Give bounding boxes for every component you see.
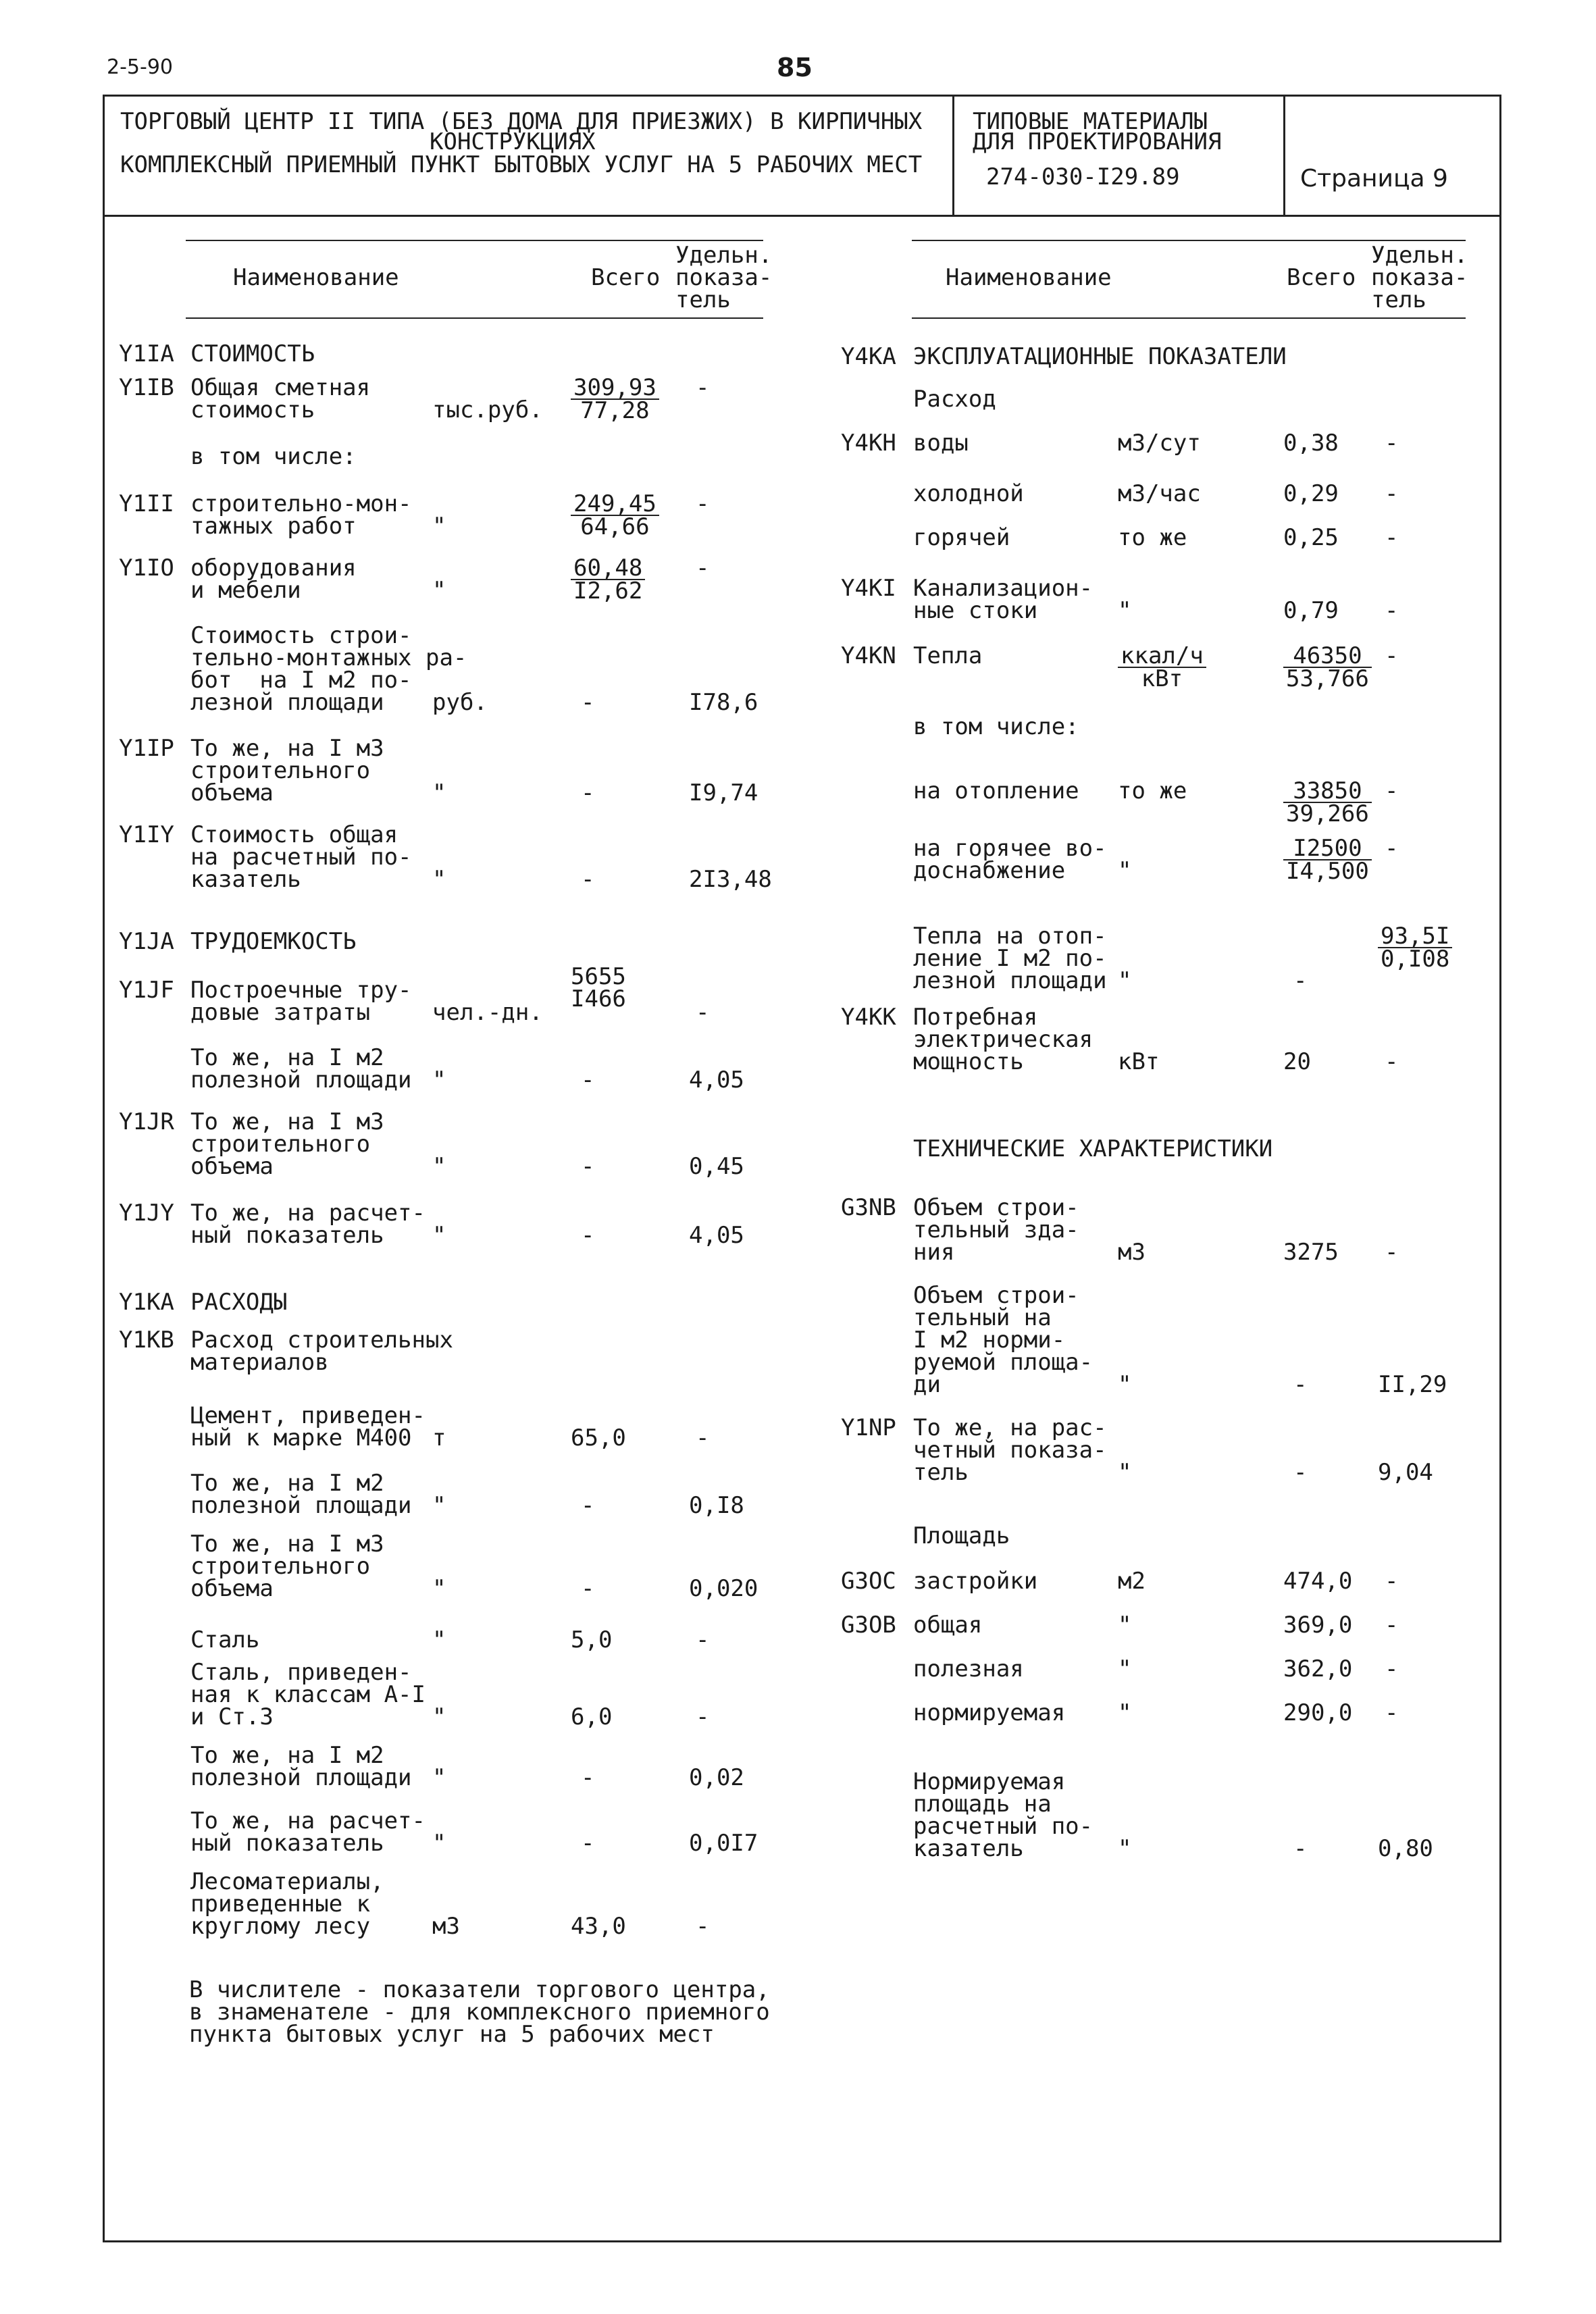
right-row-total: 0,29 xyxy=(1283,480,1339,507)
left-row-name-line: То же, на I м3 xyxy=(190,1531,384,1558)
right-row-specific: - xyxy=(1385,835,1399,862)
left-row-unit: " xyxy=(432,866,446,893)
left-row-specific: I78,6 xyxy=(689,689,758,716)
right-row-name-line: площадь на xyxy=(913,1791,1052,1818)
left-row-name-line: То же, на I м2 xyxy=(190,1742,384,1769)
left-row-specific: I9,74 xyxy=(689,779,758,806)
left-col-spec-3: тель xyxy=(675,286,731,313)
right-row-specific-fraction-numerator: 93,5I xyxy=(1378,925,1452,948)
left-row-specific: - xyxy=(696,1913,710,1940)
left-row-code: Y1JY xyxy=(119,1200,174,1227)
page-number: 85 xyxy=(777,53,813,82)
right-row-specific-fraction xyxy=(1378,925,1452,971)
right-row-total-fraction xyxy=(1283,777,1372,827)
right-row-name-line: в том числе: xyxy=(913,713,1079,740)
left-row-specific: - xyxy=(696,1703,710,1730)
right-row-unit-fraction-denominator: кВт xyxy=(1141,665,1183,692)
left-row-name-line: То же, на I м3 xyxy=(190,735,384,762)
left-row-name-line: приведенные к xyxy=(190,1891,371,1918)
right-row-name-line: ТЕХНИЧЕСКИЕ ХАРАКТЕРИСТИКИ xyxy=(913,1135,1273,1162)
right-row-name-line: Объем строи- xyxy=(913,1282,1079,1309)
right-row-name-line: лезной площади xyxy=(913,967,1107,994)
right-row-name-line: Тепла на отоп- xyxy=(913,923,1107,950)
right-row-name-line: на горячее во- xyxy=(913,835,1107,862)
left-row-name-line: и мебели xyxy=(190,577,301,604)
right-row-specific: 9,04 xyxy=(1378,1459,1433,1486)
series-line-1: ТИПОВЫЕ МАТЕРИАЛЫ xyxy=(973,108,1208,135)
left-row-name-line: ная к классам А-I xyxy=(190,1681,426,1708)
right-row-total-fraction-numerator: I2500 xyxy=(1283,838,1372,860)
left-row-total: - xyxy=(581,1764,595,1791)
left-row-total-fraction-denominator: 77,28 xyxy=(580,397,650,424)
right-row-specific: - xyxy=(1385,1048,1399,1075)
left-row-name-line: РАСХОДЫ xyxy=(190,1289,288,1316)
right-row-total-fraction-numerator: 33850 xyxy=(1283,780,1372,803)
right-row-name-line: Объем строи- xyxy=(913,1194,1079,1221)
left-row-name-line: стоимость xyxy=(190,396,315,423)
series-line-2: ДЛЯ ПРОЕКТИРОВАНИЯ xyxy=(973,128,1222,155)
left-row-code: Y1II xyxy=(119,490,174,517)
right-row-name-line: Канализацион- xyxy=(913,575,1093,602)
right-row-name-line: мощность xyxy=(913,1048,1024,1075)
header-divider xyxy=(103,215,1501,217)
left-row-name-line: тажных работ xyxy=(190,513,357,540)
left-row-name-line: Сталь, приведен- xyxy=(190,1659,412,1686)
right-row-specific: - xyxy=(1385,480,1399,507)
left-row-name-line: Расход строительных xyxy=(190,1327,453,1354)
right-col-total: Всего xyxy=(1287,264,1356,291)
right-row-total: - xyxy=(1293,967,1308,994)
left-row-unit: " xyxy=(432,1066,446,1094)
right-row-code: Y4KI xyxy=(841,575,896,602)
left-row-name-line: СТОИМОСТЬ xyxy=(190,340,315,367)
title-line-3: КОМПЛЕКСНЫЙ ПРИЕМНЫЙ ПУНКТ БЫТОВЫХ УСЛУГ НА 5 РАБОЧИХ МЕСТ xyxy=(120,151,923,178)
left-row-specific: - xyxy=(696,1424,710,1451)
right-col-name: Наименование xyxy=(946,264,1112,291)
left-row-code: Y1JA xyxy=(119,928,174,955)
left-row-total: 43,0 xyxy=(571,1913,626,1940)
left-col-spec-1: Удельн. xyxy=(675,242,773,269)
left-row-code: Y1KA xyxy=(119,1289,174,1316)
left-row-name-line: объема xyxy=(190,1153,274,1180)
left-row-unit: " xyxy=(432,1222,446,1249)
title-line-2: КОНСТРУКЦИЯХ xyxy=(430,128,596,155)
left-row-specific: - xyxy=(696,374,710,401)
left-row-name-line: То же, на I м2 xyxy=(190,1044,384,1071)
left-row-total: - xyxy=(581,1492,595,1519)
right-row-specific: - xyxy=(1385,777,1399,804)
left-row-name-line: Стоимость строи- xyxy=(190,622,412,649)
right-row-name-line: Тепла xyxy=(913,642,983,669)
left-row-total-fraction xyxy=(571,555,645,605)
right-row-total: 3275 xyxy=(1283,1239,1339,1266)
right-row-specific: - xyxy=(1385,597,1399,624)
left-row-unit: " xyxy=(432,1703,446,1730)
right-row-unit: " xyxy=(1118,597,1132,624)
left-row-total: 6,0 xyxy=(571,1703,613,1730)
right-row-name-line: ния xyxy=(913,1239,955,1266)
left-row-name-line: То же, на I м3 xyxy=(190,1108,384,1135)
right-row-specific: 0,80 xyxy=(1378,1835,1433,1862)
left-row-name-line: полезной площади xyxy=(190,1764,412,1791)
left-row-unit: " xyxy=(432,1575,446,1602)
left-row-name-line: строительно-мон- xyxy=(190,490,412,517)
right-header-top-rule xyxy=(912,240,1466,241)
right-row-name-line: расчетный по- xyxy=(913,1813,1093,1840)
left-row-code: Y1JR xyxy=(119,1108,174,1135)
left-row-total-fraction-numerator: 60,48 xyxy=(571,557,645,580)
left-row-name-line: Построечные тру- xyxy=(190,977,412,1004)
left-col-name: Наименование xyxy=(233,264,399,291)
right-row-name-line: доснабжение xyxy=(913,857,1066,884)
right-row-name-line: Потребная xyxy=(913,1004,1038,1031)
left-row-specific: 0,020 xyxy=(689,1575,758,1602)
right-row-specific: - xyxy=(1385,1655,1399,1682)
left-row-total: 5,0 xyxy=(571,1626,613,1653)
right-row-specific: - xyxy=(1385,430,1399,457)
right-row-total-fraction-numerator: 46350 xyxy=(1283,645,1372,668)
left-row-total-fraction xyxy=(571,490,659,540)
right-row-total: 0,25 xyxy=(1283,524,1339,551)
left-row-unit: " xyxy=(432,513,446,540)
right-row-unit: то же xyxy=(1118,524,1187,551)
right-row-name-line: Площадь xyxy=(913,1522,1010,1549)
left-row-unit: " xyxy=(432,1492,446,1519)
left-row-total: - xyxy=(581,1222,595,1249)
left-row-unit: " xyxy=(432,1626,446,1653)
right-row-total: 474,0 xyxy=(1283,1568,1353,1595)
right-row-unit: кВт xyxy=(1118,1048,1160,1075)
left-row-name-line: казатель xyxy=(190,866,301,893)
right-row-name-line: То же, на рас- xyxy=(913,1414,1107,1441)
header-separator-1 xyxy=(952,95,954,215)
footnote-line-2: в знаменателе - для комплексного приемного xyxy=(189,1999,770,2026)
left-row-total: - xyxy=(581,1575,595,1602)
left-row-total: - xyxy=(581,779,595,806)
right-row-unit: " xyxy=(1118,1699,1132,1726)
left-row-total-fraction-denominator: I2,62 xyxy=(573,577,643,605)
left-row-specific: 0,I8 xyxy=(689,1492,744,1519)
left-row-total-fraction-numerator: 309,93 xyxy=(571,377,659,400)
left-row-total: - xyxy=(581,1830,595,1857)
left-row-name-line: То же, на расчет- xyxy=(190,1807,426,1834)
right-row-unit: то же xyxy=(1118,777,1187,804)
right-row-name-line: холодной xyxy=(913,480,1024,507)
right-row-total-fraction-denominator: 39,266 xyxy=(1286,800,1369,827)
right-row-name-line: руемой площа- xyxy=(913,1349,1093,1376)
page-label: Страница 9 xyxy=(1300,165,1448,192)
right-row-specific: - xyxy=(1385,524,1399,551)
left-row-name-line: ный к марке М400 xyxy=(190,1424,412,1451)
series-code: 274-030-I29.89 xyxy=(986,163,1180,190)
left-row-name-line: бот на I м2 по- xyxy=(190,667,412,694)
right-row-code: Y1NP xyxy=(841,1414,896,1441)
right-row-unit: м3 xyxy=(1118,1239,1145,1266)
left-row-name-line: То же, на I м2 xyxy=(190,1470,384,1497)
left-row-name-line: строительного xyxy=(190,1553,371,1580)
left-row-name-line: полезной площади xyxy=(190,1492,412,1519)
right-row-unit: " xyxy=(1118,857,1132,884)
left-row-name-line: и Ст.3 xyxy=(190,1703,274,1730)
left-row-code: Y1IB xyxy=(119,374,174,401)
right-row-name-line: тельный на xyxy=(913,1304,1052,1331)
left-row-unit: м3 xyxy=(432,1913,460,1940)
left-row-name-line: То же, на расчет- xyxy=(190,1200,426,1227)
left-row-unit: " xyxy=(432,1153,446,1180)
left-row-specific: - xyxy=(696,999,710,1026)
document-code: 2-5-90 xyxy=(107,55,173,79)
left-row-unit: " xyxy=(432,1830,446,1857)
left-row-name-line: Лесоматериалы, xyxy=(190,1868,384,1895)
right-row-name-line: электрическая xyxy=(913,1026,1093,1053)
right-row-code: Y4KN xyxy=(841,642,896,669)
right-row-name-line: тельный зда- xyxy=(913,1216,1079,1243)
left-row-name-line: Сталь xyxy=(190,1626,260,1653)
left-row-name-line: тельно-монтажных ра- xyxy=(190,644,467,671)
left-row-total: - xyxy=(581,1153,595,1180)
right-row-total: 362,0 xyxy=(1283,1655,1353,1682)
right-row-total: 0,38 xyxy=(1283,430,1339,457)
right-row-total: 369,0 xyxy=(1283,1612,1353,1639)
left-row-specific: - xyxy=(696,555,710,582)
right-row-code: G3NB xyxy=(841,1194,896,1221)
right-row-name-line: Расход xyxy=(913,386,996,413)
left-row-total-fraction-numerator: 249,45 xyxy=(571,493,659,516)
right-row-unit-fraction xyxy=(1118,642,1206,692)
left-row-code: Y1IO xyxy=(119,555,174,582)
left-row-specific: 0,02 xyxy=(689,1764,744,1791)
left-row-unit: " xyxy=(432,1764,446,1791)
right-row-total: - xyxy=(1293,1371,1308,1398)
left-row-specific: 4,05 xyxy=(689,1066,744,1094)
footnote-line-3: пункта бытовых услуг на 5 рабочих мест xyxy=(189,2021,715,2048)
right-row-name-line: горячей xyxy=(913,524,1010,551)
left-row-specific: 0,0I7 xyxy=(689,1830,758,1857)
right-row-unit: " xyxy=(1118,1371,1132,1398)
left-row-total-line: 5655 xyxy=(571,963,626,990)
left-row-name-line: объема xyxy=(190,1575,274,1602)
left-row-name-line: объема xyxy=(190,779,274,806)
right-row-code: G3OC xyxy=(841,1568,896,1595)
left-row-name-line: Цемент, приведен- xyxy=(190,1402,426,1429)
right-row-name-line: полезная xyxy=(913,1655,1024,1682)
right-row-code: Y4KH xyxy=(841,430,896,457)
left-row-name-line: полезной площади xyxy=(190,1066,412,1094)
footnote-line-1: В числителе - показатели торгового центра, xyxy=(189,1976,770,2003)
left-row-name-line: Стоимость общая xyxy=(190,821,398,848)
right-row-unit: " xyxy=(1118,1459,1132,1486)
left-row-name-line: строительного xyxy=(190,1131,371,1158)
left-row-name-line: довые затраты xyxy=(190,999,371,1026)
right-row-name-line: ные стоки xyxy=(913,597,1038,624)
right-col-spec-3: тель xyxy=(1371,286,1426,313)
left-row-code: Y1IP xyxy=(119,735,174,762)
right-row-unit: м2 xyxy=(1118,1568,1145,1595)
right-row-name-line: ЭКСПЛУАТАЦИОННЫЕ ПОКАЗАТЕЛИ xyxy=(913,343,1287,370)
left-row-unit: т xyxy=(432,1424,446,1451)
left-row-name-line: оборудования xyxy=(190,555,357,582)
right-row-total-fraction-denominator: 53,766 xyxy=(1286,665,1369,692)
left-col-total: Всего xyxy=(591,264,661,291)
right-row-code: G3OB xyxy=(841,1612,896,1639)
right-row-unit: " xyxy=(1118,1655,1132,1682)
right-row-name-line: общая xyxy=(913,1612,983,1639)
right-row-name-line: воды xyxy=(913,430,969,457)
right-row-total-fraction-denominator: I4,500 xyxy=(1286,858,1369,885)
right-row-unit: " xyxy=(1118,1835,1132,1862)
right-row-total: - xyxy=(1293,1459,1308,1486)
left-row-total: - xyxy=(581,866,595,893)
left-row-specific: - xyxy=(696,490,710,517)
header-separator-2 xyxy=(1283,95,1285,215)
right-col-spec-1: Удельн. xyxy=(1371,242,1468,269)
right-row-specific-fraction-denominator: 0,I08 xyxy=(1381,946,1450,973)
right-header-bottom-rule xyxy=(912,317,1466,319)
left-row-total-fraction-denominator: 64,66 xyxy=(580,513,650,540)
right-row-specific: - xyxy=(1385,1568,1399,1595)
right-row-specific: - xyxy=(1385,1612,1399,1639)
right-row-specific: - xyxy=(1385,642,1399,669)
left-row-specific: 0,45 xyxy=(689,1153,744,1180)
left-header-bottom-rule xyxy=(186,317,763,319)
left-row-unit: руб. xyxy=(432,689,488,716)
left-row-name-line: материалов xyxy=(190,1349,329,1376)
right-row-unit: м3/час xyxy=(1118,480,1201,507)
left-row-unit: чел.-дн. xyxy=(432,999,543,1026)
right-row-name-line: Нормируемая xyxy=(913,1768,1066,1795)
left-row-name-line: ный показатель xyxy=(190,1222,384,1249)
left-row-code: Y1IA xyxy=(119,340,174,367)
right-col-spec-2: показа- xyxy=(1371,264,1468,291)
left-header-top-rule xyxy=(186,240,763,241)
left-row-name-line: Общая сметная xyxy=(190,374,371,401)
right-row-name-line: тель xyxy=(913,1459,969,1486)
left-col-spec-2: показа- xyxy=(675,264,773,291)
left-row-code: Y1JF xyxy=(119,977,174,1004)
right-row-name-line: ди xyxy=(913,1371,941,1398)
right-row-total: 20 xyxy=(1283,1048,1311,1075)
left-row-name-line: ный показатель xyxy=(190,1830,384,1857)
left-row-total: - xyxy=(581,1066,595,1094)
left-row-specific: - xyxy=(696,1626,710,1653)
right-row-unit: " xyxy=(1118,1612,1132,1639)
left-row-code: Y1IY xyxy=(119,821,174,848)
left-row-total: 65,0 xyxy=(571,1424,626,1451)
right-row-specific: - xyxy=(1385,1699,1399,1726)
right-row-total: 0,79 xyxy=(1283,597,1339,624)
right-row-name-line: четный показа- xyxy=(913,1437,1107,1464)
right-row-name-line: нормируемая xyxy=(913,1699,1066,1726)
right-row-total-fraction xyxy=(1283,642,1372,692)
left-row-unit: " xyxy=(432,779,446,806)
right-row-name-line: застройки xyxy=(913,1568,1038,1595)
right-row-name-line: I м2 норми- xyxy=(913,1327,1066,1354)
left-row-name-line: круглому лесу xyxy=(190,1913,371,1940)
left-row-name-line: лезной площади xyxy=(190,689,384,716)
left-row-unit: " xyxy=(432,577,446,604)
left-row-name-line: в том числе: xyxy=(190,443,357,470)
right-row-unit: м3/сут xyxy=(1118,430,1201,457)
right-row-unit: " xyxy=(1118,967,1132,994)
right-row-name-line: казатель xyxy=(913,1835,1024,1862)
right-row-specific: II,29 xyxy=(1378,1371,1447,1398)
left-row-total-line: I466 xyxy=(571,985,626,1012)
right-row-total: - xyxy=(1293,1835,1308,1862)
right-row-code: Y4KA xyxy=(841,343,896,370)
right-row-total-fraction xyxy=(1283,835,1372,885)
right-row-name-line: ление I м2 по- xyxy=(913,945,1107,972)
left-row-name-line: строительного xyxy=(190,757,371,784)
right-row-code: Y4KK xyxy=(841,1004,896,1031)
right-row-total: 290,0 xyxy=(1283,1699,1353,1726)
right-row-unit-fraction-numerator: ккал/ч xyxy=(1118,645,1206,668)
left-row-specific: 4,05 xyxy=(689,1222,744,1249)
left-row-name-line: на расчетный по- xyxy=(190,844,412,871)
left-row-total: - xyxy=(581,689,595,716)
right-row-specific: - xyxy=(1385,1239,1399,1266)
left-row-total-fraction xyxy=(571,374,659,424)
left-row-specific: 2I3,48 xyxy=(689,866,772,893)
left-row-name-line: ТРУДОЕМКОСТЬ xyxy=(190,928,357,955)
left-row-code: Y1KB xyxy=(119,1327,174,1354)
left-row-unit: тыс.руб. xyxy=(432,396,543,423)
title-line-1: ТОРГОВЫЙ ЦЕНТР II ТИПА (БЕЗ ДОМА ДЛЯ ПРИЕЗЖИХ) В КИРПИЧНЫХ xyxy=(120,108,923,135)
right-row-name-line: на отопление xyxy=(913,777,1079,804)
